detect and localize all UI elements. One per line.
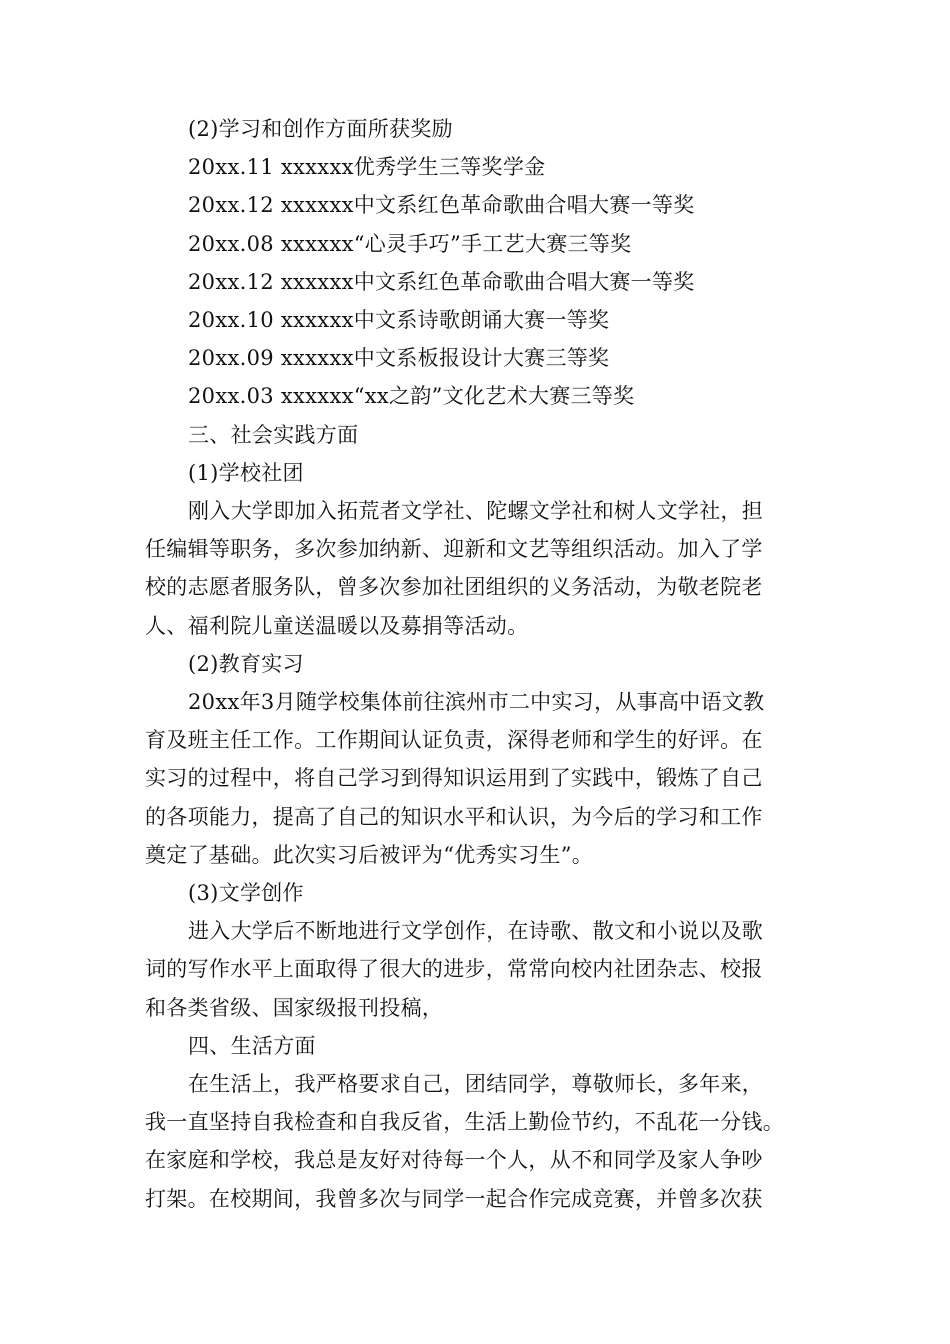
awards-heading: (2)学习和创作方面所获奖励: [188, 117, 453, 141]
award-item: 20xx.10 xxxxxx中文系诗歌朗诵大赛一等奖: [188, 308, 610, 333]
section-3-title: 三、社会实践方面: [188, 422, 359, 447]
writing-paragraph-line: 进入大学后不断地进行文学创作，在诗歌、散文和小说以及歌: [188, 919, 764, 944]
award-item: 20xx.12 xxxxxx中文系红色革命歌曲合唱大赛一等奖: [188, 193, 695, 218]
writing-paragraph-line: 词的写作水平上面取得了很大的进步，常常向校内社团杂志、校报: [145, 957, 763, 982]
club-paragraph-line: 校的志愿者服务队，曾多次参加社团组织的义务活动，为敬老院老: [145, 575, 763, 600]
life-paragraph-line: 我一直坚持自我检查和自我反省，生活上勤俭节约，不乱花一分钱。: [145, 1110, 784, 1135]
writing-paragraph-line: 和各类省级、国家级报刊投稿，: [145, 995, 444, 1020]
internship-paragraph-line: 20xx年3月随学校集体前往滨州市二中实习，从事高中语文教: [188, 690, 765, 715]
internship-paragraph-line: 实习的过程中，将自己学习到得知识运用到了实践中，锻炼了自己: [145, 766, 763, 791]
award-item: 20xx.11 xxxxxx优秀学生三等奖学金: [188, 155, 546, 180]
award-item: 20xx.03 xxxxxx“xx之韵”文化艺术大赛三等奖: [188, 384, 635, 409]
club-paragraph-line: 任编辑等职务，多次参加纳新、迎新和文艺等组织活动。加入了学: [145, 537, 763, 562]
internship-paragraph-line: 育及班主任工作。工作期间认证负责，深得老师和学生的好评。在: [145, 728, 763, 753]
award-item: 20xx.09 xxxxxx中文系板报设计大赛三等奖: [188, 346, 610, 371]
life-paragraph-line: 在家庭和学校，我总是友好对待每一个人，从不和同学及家人争吵: [145, 1148, 763, 1173]
life-paragraph-line: 打架。在校期间，我曾多次与同学一起合作完成竞赛，并曾多次获: [145, 1186, 763, 1211]
document-body: [145, 110, 810, 1218]
internship-paragraph-line: 奠定了基础。此次实习后被评为“优秀实习生”。: [145, 842, 594, 867]
club-paragraph-line: 刚入大学即加入拓荒者文学社、陀螺文学社和树人文学社，担: [188, 499, 764, 524]
club-paragraph-line: 人、福利院儿童送温暖以及募捐等活动。: [145, 613, 529, 638]
award-item: 20xx.12 xxxxxx中文系红色革命歌曲合唱大赛一等奖: [188, 269, 695, 294]
award-item: 20xx.08 xxxxxx“心灵手巧”手工艺大赛三等奖: [188, 231, 632, 256]
internship-paragraph-line: 的各项能力，提高了自己的知识水平和认识，为今后的学习和工作: [145, 804, 763, 829]
life-paragraph-line: 在生活上，我严格要求自己，团结同学，尊敬师长，多年来，: [188, 1072, 764, 1097]
section-4-title: 四、生活方面: [188, 1033, 316, 1058]
club-heading: (1)学校社团: [188, 460, 304, 485]
internship-heading: (2)教育实习: [188, 651, 304, 676]
writing-heading: (3)文学创作: [188, 881, 304, 906]
